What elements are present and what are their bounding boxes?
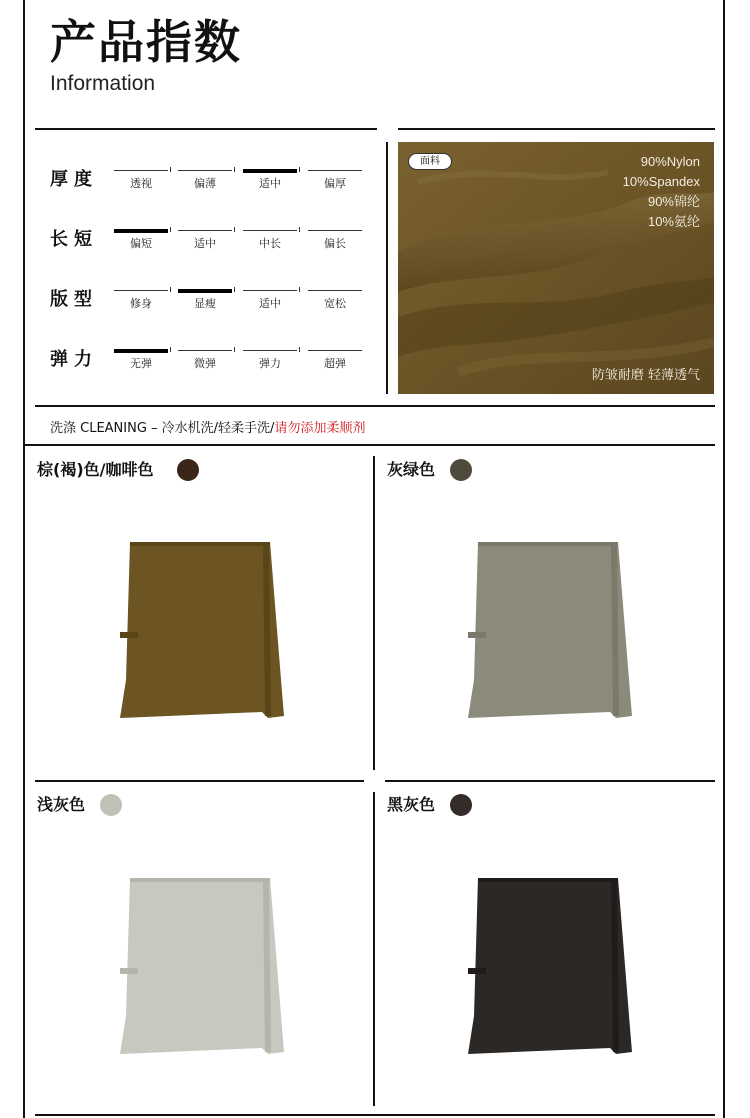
param-option-line — [178, 230, 232, 231]
param-option-label: 无弹 — [130, 357, 152, 370]
skirt-waistband — [130, 878, 270, 882]
skirt-wrap-seam — [614, 544, 616, 716]
param-tick — [234, 167, 235, 172]
params-top-divider — [35, 128, 377, 130]
fabric-composition — [623, 152, 700, 232]
param-option-label: 宽松 — [324, 297, 346, 310]
param-option-indicator-selected — [114, 229, 168, 233]
param-option-line — [308, 230, 362, 231]
param-option-line — [178, 170, 232, 171]
param-option-line — [243, 290, 297, 291]
color-swatch — [450, 459, 472, 481]
color-grid-divider-top — [373, 456, 375, 770]
param-option — [308, 290, 362, 312]
skirt-product-image — [466, 540, 634, 722]
skirt-product-image — [466, 876, 634, 1058]
fabric-panel — [398, 142, 714, 394]
param-option — [114, 290, 168, 312]
param-option — [178, 170, 232, 192]
param-label: 版型 — [50, 289, 98, 310]
skirt-waistband — [478, 542, 618, 546]
param-option — [178, 230, 232, 252]
cleaning-bottom-divider — [23, 444, 715, 446]
param-option-label: 中长 — [259, 237, 281, 250]
param-option — [308, 170, 362, 192]
params-fabric-divider — [386, 142, 388, 394]
skirt-wrap-seam — [266, 880, 268, 1052]
skirt-pocket — [468, 632, 486, 638]
skirt-waistband — [130, 542, 270, 546]
color-grid-divider-bottom — [373, 792, 375, 1106]
param-label: 厚度 — [50, 169, 98, 190]
param-tick — [299, 167, 300, 172]
page-title: 产品指数 — [50, 15, 242, 69]
cleaning-text: 洗涤 CLEANING – 冷水机洗/轻柔手洗/ — [50, 421, 275, 436]
param-option-line — [243, 350, 297, 351]
color-grid-bottom — [35, 1114, 715, 1116]
param-option-label: 透视 — [130, 177, 152, 190]
param-row — [50, 228, 370, 258]
skirt-wrap-seam — [614, 880, 616, 1052]
frame-right-border — [723, 0, 725, 1118]
param-label: 弹力 — [50, 349, 98, 370]
composition-line: 10%Spandex — [622, 174, 700, 189]
param-option — [243, 230, 297, 252]
param-option-label: 弹力 — [259, 357, 281, 370]
color-swatch — [450, 794, 472, 816]
param-option-line — [308, 350, 362, 351]
cleaning-instructions — [50, 417, 365, 436]
param-option — [243, 350, 297, 372]
param-option — [114, 170, 168, 192]
param-tick — [299, 287, 300, 292]
param-option — [114, 350, 168, 372]
param-option-line — [308, 290, 362, 291]
param-option-indicator-selected — [243, 169, 297, 173]
skirt-waistband — [478, 878, 618, 882]
fabric-top-divider — [398, 128, 715, 130]
param-option-line — [114, 290, 168, 291]
skirt-body — [120, 878, 284, 1054]
param-option-label: 偏短 — [130, 237, 152, 250]
color-swatch — [177, 459, 199, 481]
frame-left-border — [23, 0, 25, 1118]
cleaning-top-divider — [35, 405, 715, 407]
param-option-indicator-selected — [178, 289, 232, 293]
param-option — [243, 170, 297, 192]
param-option-label: 超弹 — [324, 357, 346, 370]
skirt-pocket — [120, 968, 138, 974]
color-name: 棕(褐)色/咖啡色 — [37, 460, 154, 479]
param-label: 长短 — [50, 229, 98, 250]
color-row-divider-right — [385, 780, 715, 782]
cleaning-warning: 请勿添加柔顺剂 — [274, 421, 366, 436]
skirt-body — [120, 542, 284, 718]
param-option — [178, 290, 232, 312]
skirt-body — [468, 878, 632, 1054]
composition-line: 90%锦纶 — [647, 194, 700, 209]
composition-line: 90%Nylon — [640, 154, 700, 169]
param-option — [114, 230, 168, 252]
skirt-product-image — [118, 540, 286, 722]
color-row-divider-left — [35, 780, 364, 782]
param-option-line — [114, 170, 168, 171]
param-row — [50, 168, 370, 198]
color-swatch — [100, 794, 122, 816]
param-option-label: 偏长 — [324, 237, 346, 250]
param-option-label: 适中 — [259, 297, 281, 310]
color-name: 黑灰色 — [387, 795, 436, 814]
param-tick — [299, 347, 300, 352]
param-option — [243, 290, 297, 312]
param-option-indicator-selected — [114, 349, 168, 353]
param-option-line — [243, 230, 297, 231]
param-option — [308, 350, 362, 372]
skirt-pocket — [468, 968, 486, 974]
param-option-label: 偏薄 — [194, 177, 216, 190]
color-name: 浅灰色 — [37, 795, 86, 814]
param-option-label: 显瘦 — [194, 297, 216, 310]
skirt-wrap-seam — [266, 544, 268, 716]
fabric-features: 防皱耐磨 轻薄透气 — [591, 368, 700, 383]
param-tick — [299, 227, 300, 232]
param-option — [308, 230, 362, 252]
param-option — [178, 350, 232, 372]
param-option-label: 适中 — [194, 237, 216, 250]
param-option-line — [308, 170, 362, 171]
param-row — [50, 348, 370, 378]
param-option-label: 微弹 — [194, 357, 216, 370]
param-tick — [170, 227, 171, 232]
param-tick — [234, 347, 235, 352]
param-tick — [170, 167, 171, 172]
param-option-label: 修身 — [130, 297, 152, 310]
color-name: 灰绿色 — [387, 460, 436, 479]
composition-line: 10%氨纶 — [647, 214, 700, 229]
param-option-line — [178, 350, 232, 351]
param-tick — [170, 347, 171, 352]
param-option-label: 偏厚 — [324, 177, 346, 190]
param-tick — [234, 227, 235, 232]
fabric-badge: 面料 — [408, 153, 452, 170]
page-subtitle: Information — [50, 72, 156, 95]
skirt-product-image — [118, 876, 286, 1058]
skirt-pocket — [120, 632, 138, 638]
param-option-label: 适中 — [259, 177, 281, 190]
skirt-body — [468, 542, 632, 718]
param-tick — [234, 287, 235, 292]
param-row — [50, 288, 370, 318]
param-tick — [170, 287, 171, 292]
